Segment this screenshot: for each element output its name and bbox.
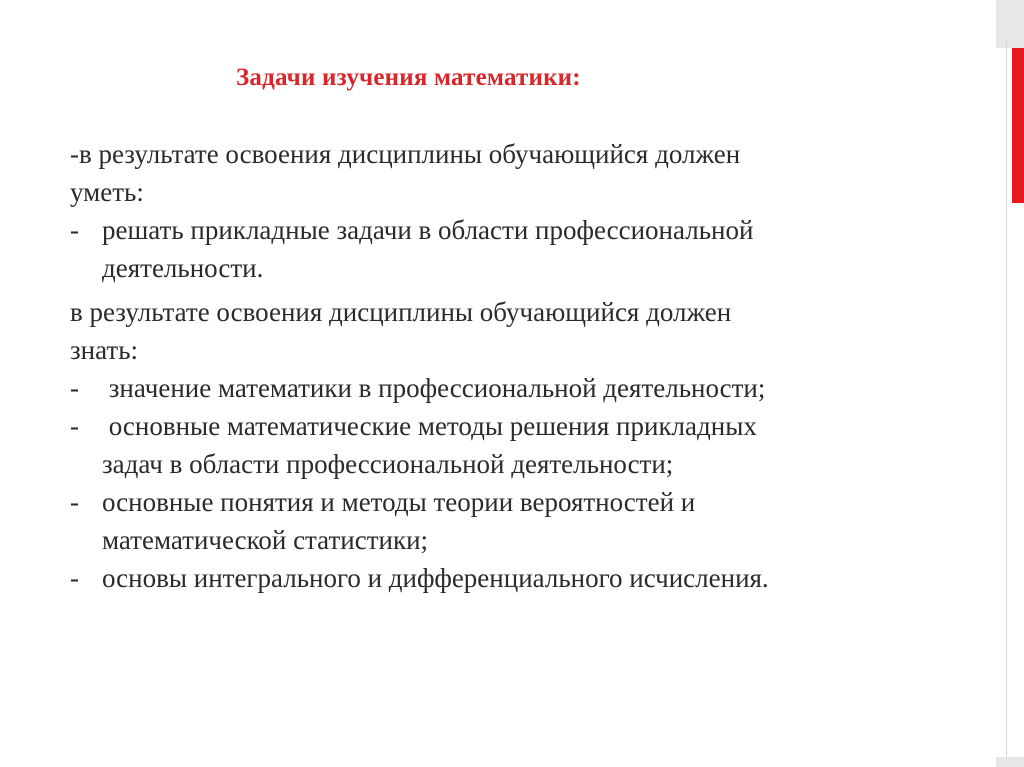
list-item-text: решать прикладные задачи в области профессиональной: [102, 215, 754, 245]
list-item-text: основные математические методы решения прикладных: [102, 411, 757, 441]
list-item: [70, 211, 970, 293]
list-item: [70, 369, 970, 407]
intro-know-line: в результате освоения дисциплины обучающийся должен: [70, 297, 732, 327]
list-dash: -: [70, 411, 79, 441]
slide-body: [70, 135, 970, 597]
list-item: [70, 559, 970, 597]
list-item-text: задач в области профессиональной деятельности;: [102, 449, 674, 479]
list-item: [70, 483, 970, 559]
intro-able-line: -в результате освоения дисциплины обучающийся должен: [70, 139, 741, 169]
intro-able-end: уметь:: [70, 177, 144, 207]
list-item-text: деятельности.: [102, 253, 264, 283]
list-dash: -: [70, 215, 79, 245]
decorative-frame-line: [1006, 40, 1007, 767]
list-item: [70, 407, 970, 483]
intro-know-end: знать:: [70, 335, 139, 365]
list-dash: -: [70, 373, 79, 403]
accent-bar: [1012, 48, 1024, 203]
list-item-text: основы интегрального и дифференциального исчисления.: [102, 563, 769, 593]
list-item-text: основные понятия и методы теории вероятностей и: [102, 487, 696, 517]
list-item-text: значение математики в профессиональной деятельности;: [102, 373, 766, 403]
decorative-frame-bottom: [996, 757, 1024, 767]
list-item-text: математической статистики;: [102, 525, 429, 555]
decorative-frame-top: [996, 0, 1024, 48]
slide-title: Задачи изучения математики:: [236, 64, 581, 91]
list-dash: -: [70, 563, 79, 593]
list-dash: -: [70, 487, 79, 517]
